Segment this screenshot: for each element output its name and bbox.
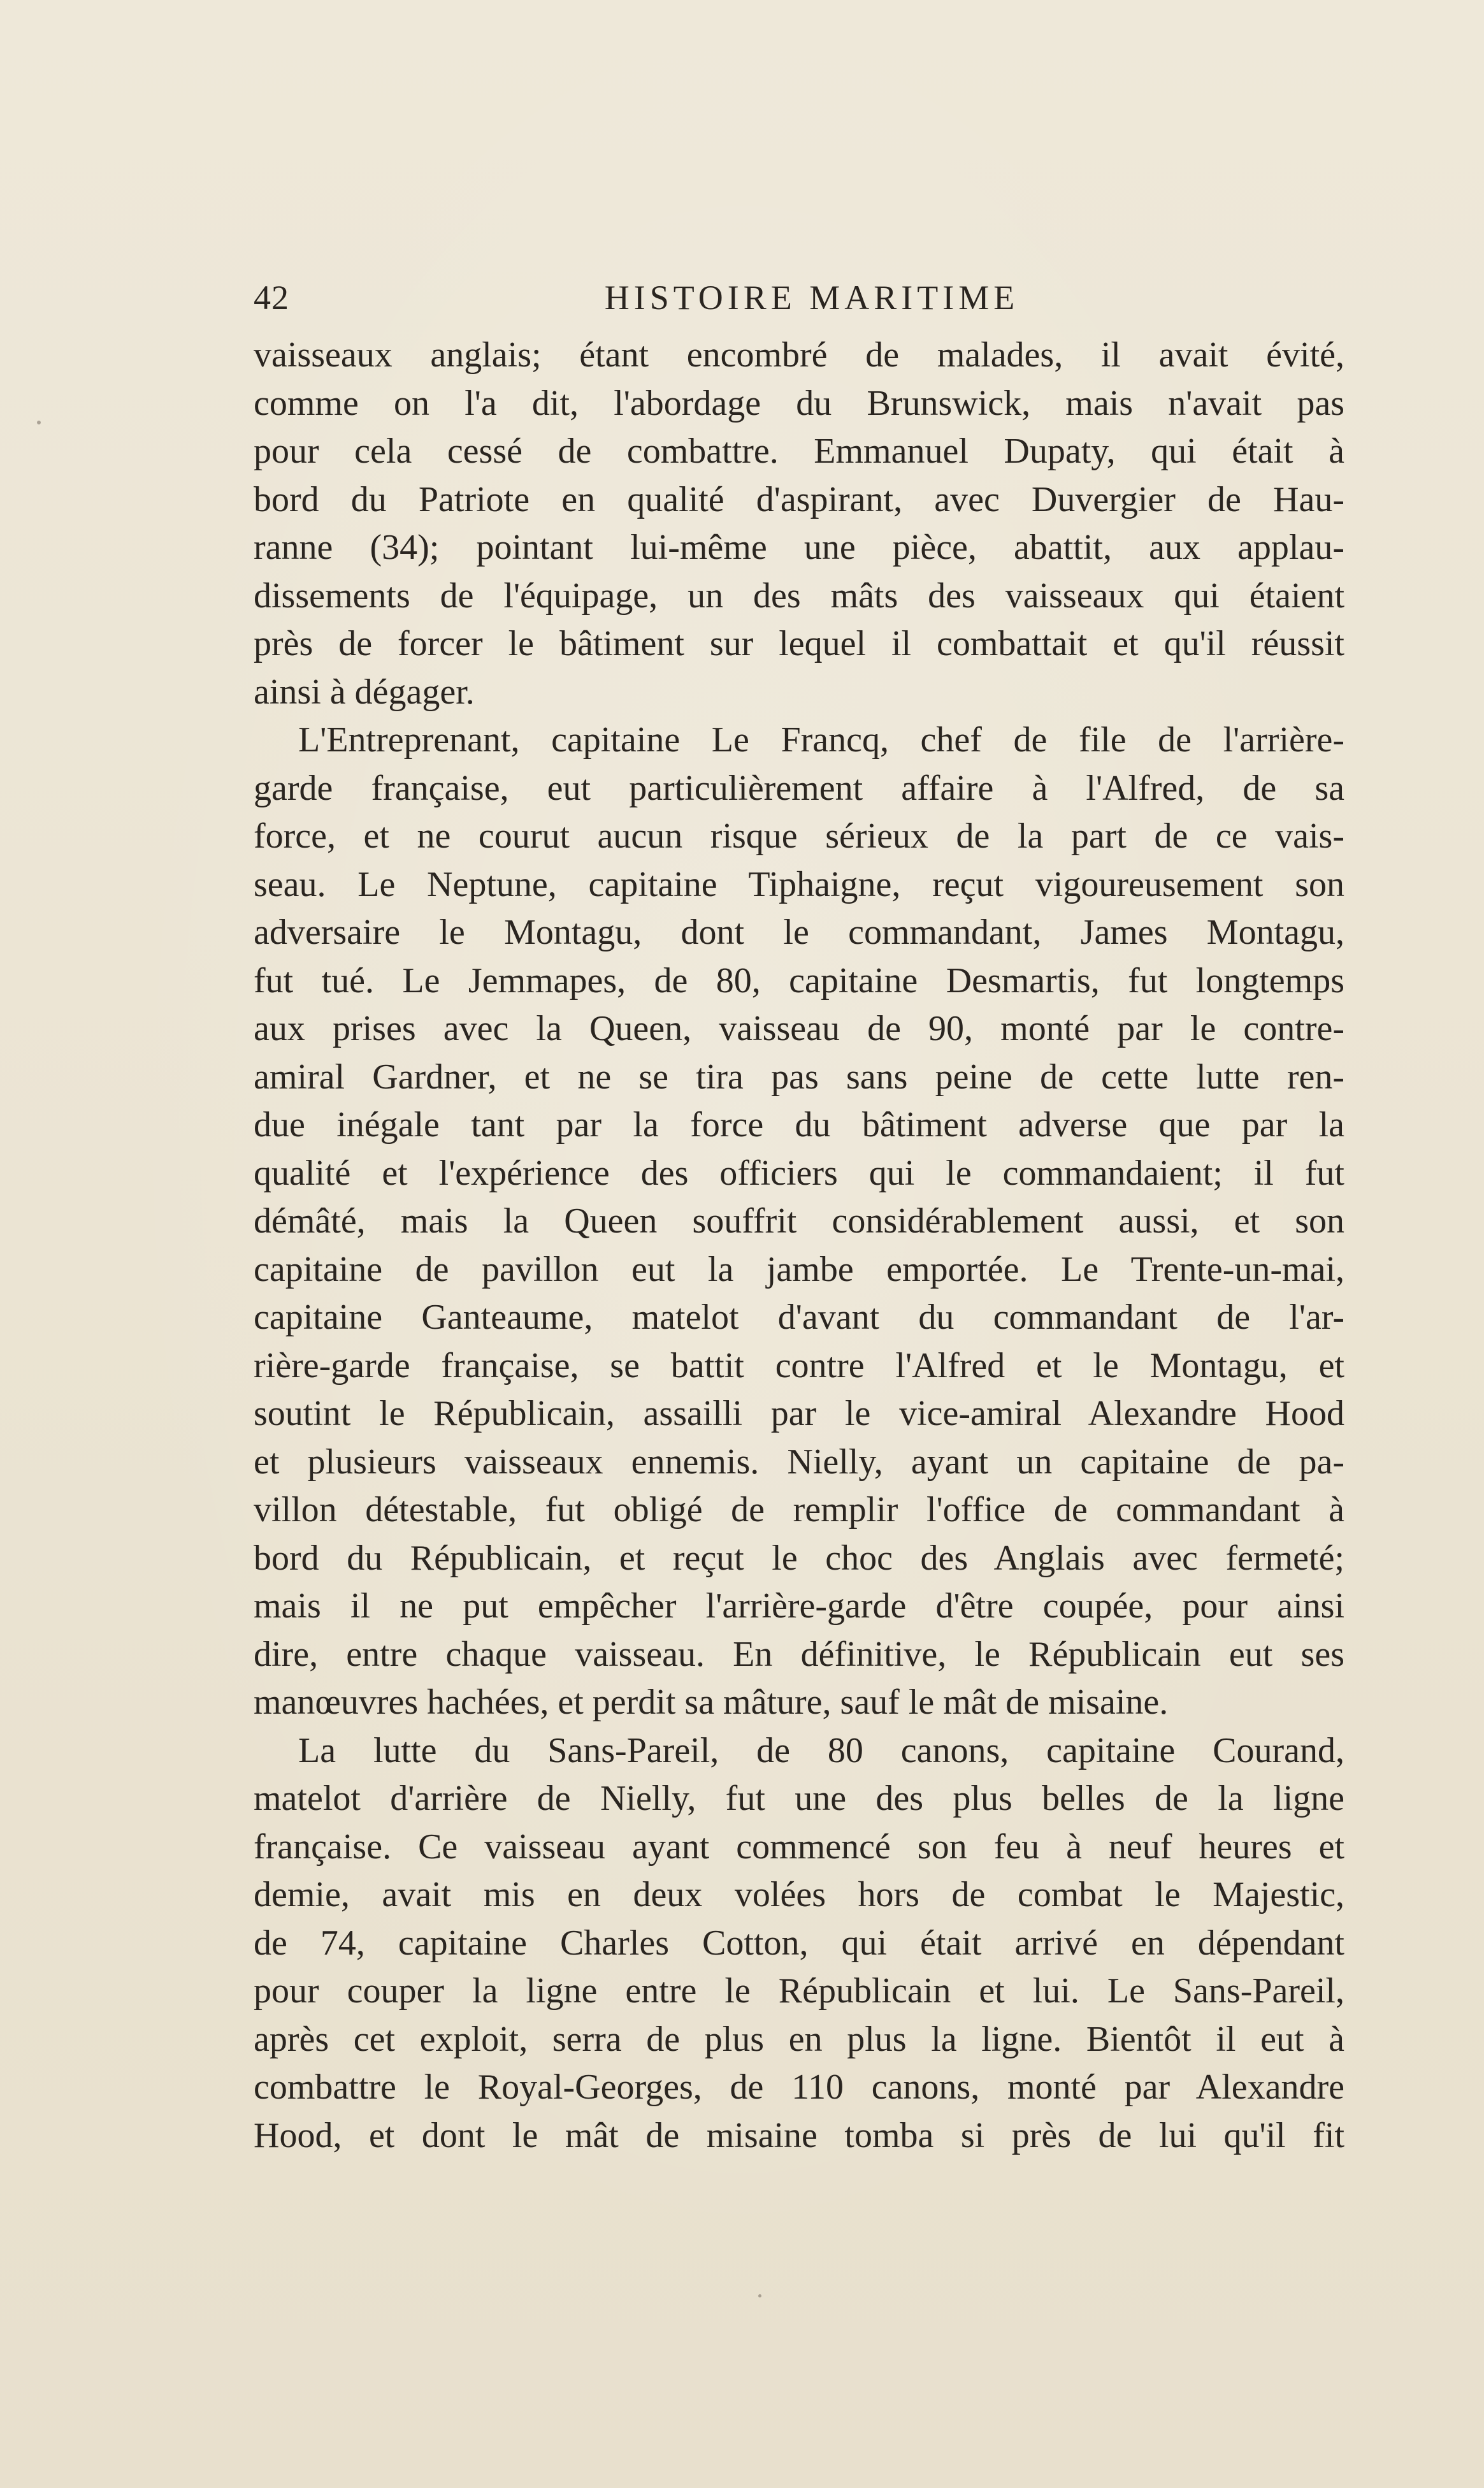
- text-line: force, et ne courut aucun risque sérieux de la part de ce vais-: [254, 816, 1344, 856]
- text-line: seau. Le Neptune, capitaine Tiphaigne, reçut vigoureusement son: [254, 864, 1344, 904]
- text-line: combattre le Royal-Georges, de 110 canons, monté par Alexandre: [254, 2067, 1344, 2107]
- text-line: fut tué. Le Jemmapes, de 80, capitaine Desmartis, fut longtemps: [254, 960, 1344, 1001]
- running-head: HISTOIRE MARITIME: [604, 278, 1019, 317]
- text-line: manœuvres hachées, et perdit sa mâture, sauf le mât de misaine.: [254, 1682, 1169, 1722]
- text-line: après cet exploit, serra de plus en plus la ligne. Bientôt il eut à: [254, 2019, 1344, 2059]
- text-line: capitaine Ganteaume, matelot d'avant du commandant de l'ar-: [254, 1298, 1344, 1337]
- text-line: garde française, eut particulièrement affaire à l'Alfred, de sa: [254, 768, 1344, 808]
- text-line: bord du Patriote en qualité d'aspirant, avec Duvergier de Hau-: [254, 479, 1344, 519]
- text-line: vaisseaux anglais; étant encombré de malades, il avait évité,: [254, 335, 1344, 375]
- page-number: 42: [254, 278, 289, 317]
- paper-speck: [37, 421, 41, 424]
- text-line: dissements de l'équipage, un des mâts des vaisseaux qui étaient: [254, 575, 1344, 616]
- text-line: près de forcer le bâtiment sur lequel il combattait et qu'il réussit: [254, 624, 1344, 663]
- text-line: demie, avait mis en deux volées hors de combat le Majestic,: [254, 1875, 1344, 1914]
- text-line: dire, entre chaque vaisseau. En définitive, le Républicain eut ses: [254, 1634, 1344, 1674]
- page-header: [254, 275, 1344, 320]
- text-line: de 74, capitaine Charles Cotton, qui était arrivé en dépendant: [254, 1923, 1344, 1963]
- text-line: aux prises avec la Queen, vaisseau de 90, monté par le contre-: [254, 1009, 1344, 1048]
- text-line: bord du Républicain, et reçut le choc des Anglais avec fermeté;: [254, 1538, 1344, 1578]
- text-line: mais il ne put empêcher l'arrière-garde d'être coupée, pour ainsi: [254, 1586, 1344, 1626]
- text-line: adversaire le Montagu, dont le commandant, James Montagu,: [254, 913, 1344, 952]
- text-line: et plusieurs vaisseaux ennemis. Nielly, ayant un capitaine de pa-: [254, 1442, 1344, 1482]
- text-line: soutint le Républicain, assailli par le vice-amiral Alexandre Hood: [254, 1394, 1344, 1433]
- text-line: ranne (34); pointant lui-même une pièce, abattit, aux applau-: [254, 528, 1344, 567]
- text-line: française. Ce vaisseau ayant commencé son feu à neuf heures et: [254, 1826, 1344, 1867]
- body-text: [254, 331, 1344, 2160]
- text-line: qualité et l'expérience des officiers qui le commandaient; il fut: [254, 1153, 1344, 1193]
- paragraph-start-line: La lutte du Sans-Pareil, de 80 canons, capitaine Courand,: [298, 1730, 1344, 1770]
- text-line: capitaine de pavillon eut la jambe emportée. Le Trente-un-mai,: [254, 1249, 1344, 1289]
- text-line: comme on l'a dit, l'abordage du Brunswick, mais n'avait pas: [254, 383, 1344, 423]
- text-line: villon détestable, fut obligé de remplir l'office de commandant à: [254, 1490, 1344, 1530]
- text-line: pour couper la ligne entre le Républicain et lui. Le Sans-Pareil,: [254, 1971, 1344, 2011]
- paper-speck: [758, 2294, 761, 2297]
- text-line: ainsi à dégager.: [254, 672, 475, 712]
- text-line: amiral Gardner, et ne se tira pas sans peine de cette lutte ren-: [254, 1057, 1344, 1097]
- text-line: démâté, mais la Queen souffrit considérablement aussi, et son: [254, 1201, 1344, 1241]
- text-line: pour cela cessé de combattre. Emmanuel Dupaty, qui était à: [254, 431, 1344, 471]
- paragraph-start-line: L'Entreprenant, capitaine Le Francq, chef de file de l'arrière-: [298, 720, 1344, 760]
- text-line: Hood, et dont le mât de misaine tomba si près de lui qu'il fit: [254, 2115, 1344, 2155]
- text-line: rière-garde française, se battit contre l'Alfred et le Montagu, et: [254, 1345, 1344, 1385]
- text-line: matelot d'arrière de Nielly, fut une des plus belles de la ligne: [254, 1779, 1344, 1818]
- text-line: due inégale tant par la force du bâtiment adverse que par la: [254, 1105, 1344, 1145]
